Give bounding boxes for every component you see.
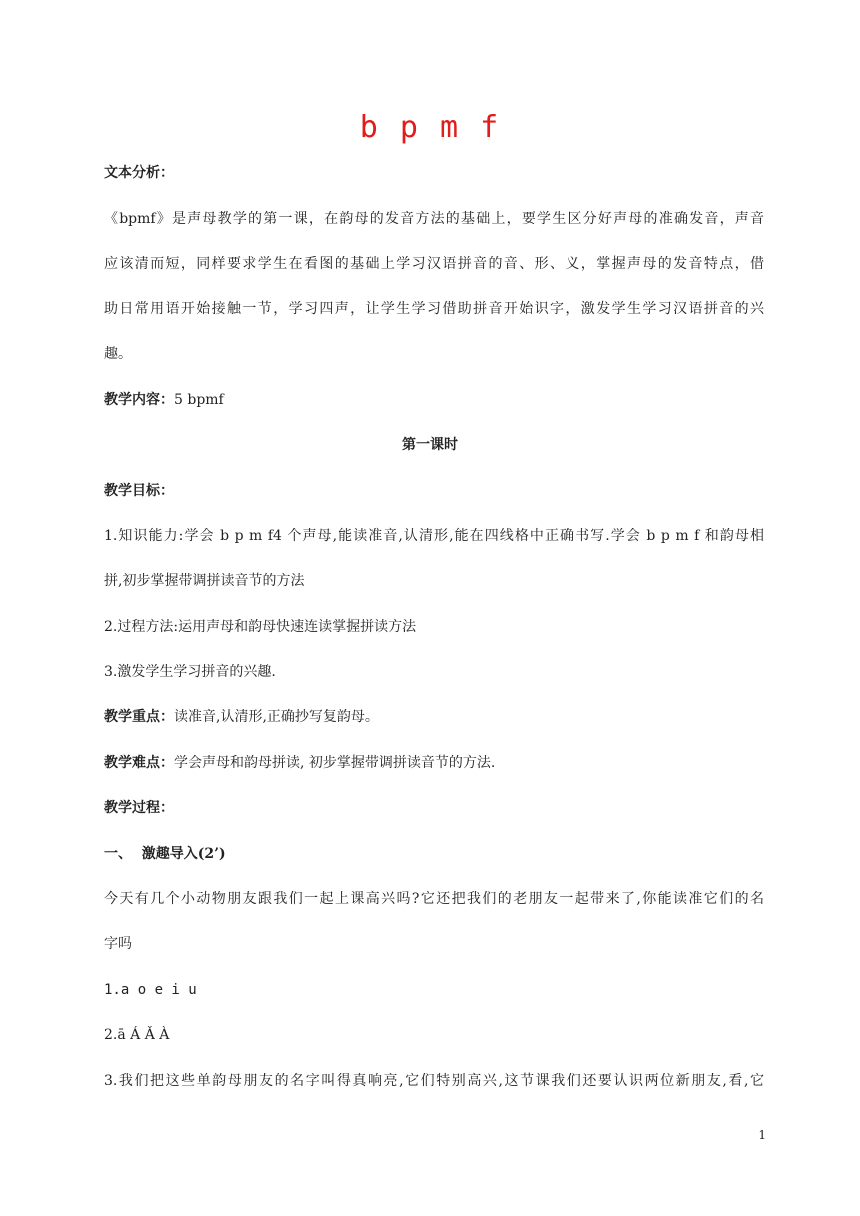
intro-line: 字吗 bbox=[104, 936, 132, 952]
analysis-line: 应该清而短，同样要求学生在看图的基础上学习汉语拼音的音、形、义，掌握声母的发音特点，借 bbox=[104, 256, 764, 272]
key-label: 教学重点： bbox=[104, 709, 174, 725]
goal-line: 1.知识能力:学会 b p m f4 个声母,能读准音,认清形,能在四线格中正确书写.学会 b p m f 和韵母相 bbox=[104, 528, 764, 544]
analysis-heading: 文本分析： bbox=[104, 165, 174, 181]
goal-line: 拼,初步掌握带调拼读音节的方法 bbox=[104, 573, 305, 589]
list-item: 3.我们把这些单韵母朋友的名字叫得真响亮,它们特别高兴,这节课我们还要认识两位新朋友,看,它 bbox=[104, 1073, 764, 1089]
process-heading: 教学过程： bbox=[104, 800, 174, 816]
goal-line: 3.激发学生学习拼音的兴趣. bbox=[104, 664, 276, 680]
content-value: 5 bpmf bbox=[174, 392, 224, 408]
analysis-line: 助日常用语开始接触一节，学习四声，让学生学习借助拼音开始识字，激发学生学习汉语拼音的兴 bbox=[104, 301, 764, 317]
difficult-label: 教学难点： bbox=[104, 755, 174, 771]
section1-heading: 一、 激趣导入(2’) bbox=[104, 846, 226, 862]
difficult-row bbox=[104, 752, 764, 774]
list-item: 1.a o e i u bbox=[104, 982, 197, 998]
lesson-heading: 第一课时 bbox=[402, 437, 458, 453]
goals-heading: 教学目标： bbox=[104, 483, 174, 499]
goal-line: 2.过程方法:运用声母和韵母快速连读掌握拼读方法 bbox=[104, 619, 417, 635]
document-title: b p m f bbox=[359, 110, 501, 145]
key-row bbox=[104, 706, 764, 728]
list-item: 2.ā Á Ǎ À bbox=[104, 1027, 170, 1043]
content-label: 教学内容： bbox=[104, 392, 174, 408]
analysis-line: 《bpmf》是声母教学的第一课，在韵母的发音方法的基础上，要学生区分好声母的准确发音，声音 bbox=[104, 211, 764, 227]
analysis-line: 趣。 bbox=[104, 346, 132, 362]
page-number: 1 bbox=[758, 1128, 766, 1142]
difficult-value: 学会声母和韵母拼读, 初步掌握带调拼读音节的方法. bbox=[174, 755, 496, 771]
content-row bbox=[104, 389, 764, 411]
key-value: 读准音,认清形,正确抄写复韵母。 bbox=[174, 709, 379, 725]
intro-line: 今天有几个小动物朋友跟我们一起上课高兴吗?它还把我们的老朋友一起带来了,你能读准它们的名 bbox=[104, 891, 764, 907]
